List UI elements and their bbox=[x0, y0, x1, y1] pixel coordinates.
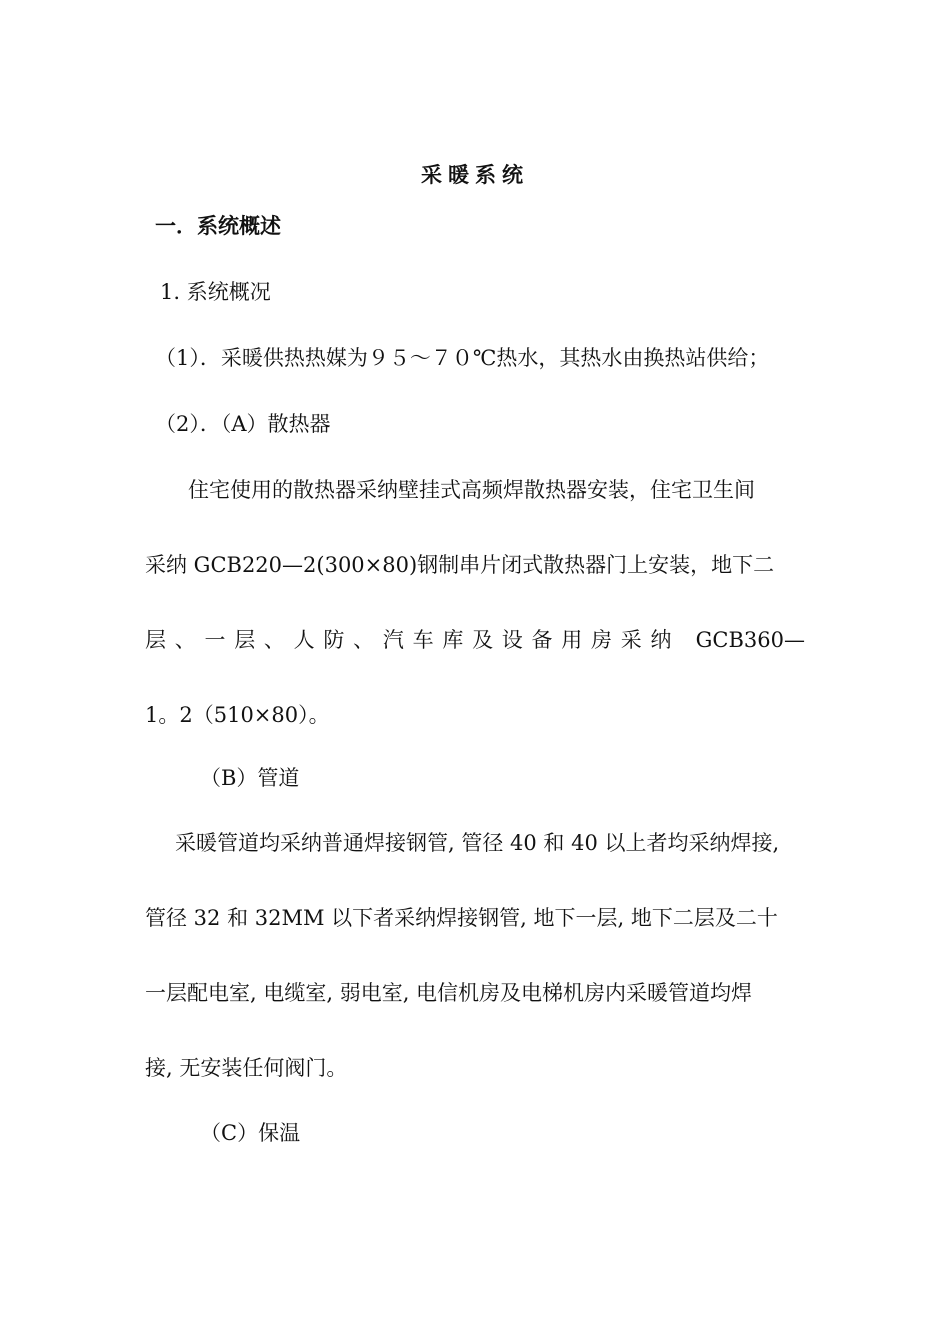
paragraph-radiator-line-1: 住宅使用的散热器采纳壁挂式高频焊散热器安装，住宅卫生间 bbox=[188, 478, 755, 502]
paragraph-radiator-line-2: 采纳 GCB220—2(300×80)钢制串片闭式散热器门上安装，地下二 bbox=[145, 553, 775, 577]
document-title: 采暖系统 bbox=[421, 162, 529, 187]
section-heading-overview: 一．系统概述 bbox=[155, 213, 281, 238]
subsection-heading-summary: 1. 系统概况 bbox=[160, 280, 271, 304]
paragraph-item-1: （1）．采暖供热热媒为９５～７０℃热水，其热水由换热站供给； bbox=[155, 346, 770, 370]
subsection-heading-pipes: （B）管道 bbox=[200, 766, 300, 790]
paragraph-radiator-line-4: 1。2（510×80）。 bbox=[145, 703, 330, 727]
subsection-heading-insulation: （C）保温 bbox=[200, 1121, 301, 1145]
paragraph-radiator-line-3: 层、一层、人防、汽车库及设备用房采纳 GCB360— bbox=[145, 628, 805, 652]
paragraph-item-2: （2）．（A）散热器 bbox=[155, 412, 331, 436]
paragraph-pipes-line-3: 一层配电室, 电缆室, 弱电室, 电信机房及电梯机房内采暖管道均焊 bbox=[145, 981, 753, 1005]
paragraph-pipes-line-1: 采暖管道均采纳普通焊接钢管, 管径 40 和 40 以上者均采纳焊接, bbox=[175, 831, 780, 855]
paragraph-pipes-line-2: 管径 32 和 32MM 以下者采纳焊接钢管, 地下一层, 地下二层及二十 bbox=[145, 906, 778, 930]
paragraph-pipes-line-4: 接, 无安装任何阀门。 bbox=[145, 1056, 348, 1080]
